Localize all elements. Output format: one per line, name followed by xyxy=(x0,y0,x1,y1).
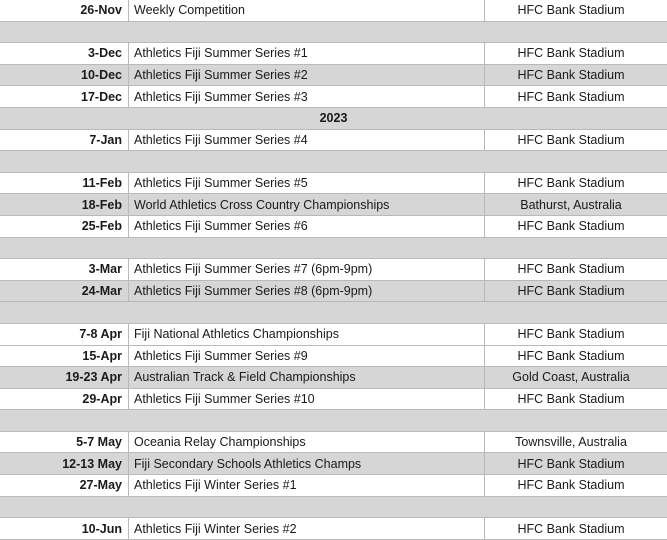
event-date: 3-Mar xyxy=(88,262,122,277)
table-row xyxy=(0,194,667,216)
event-name: Athletics Fiji Summer Series #1 xyxy=(134,46,308,61)
table-row xyxy=(0,65,667,87)
event-venue: HFC Bank Stadium xyxy=(517,456,625,471)
event-venue: HFC Bank Stadium xyxy=(517,521,625,536)
event-venue: Gold Coast, Australia xyxy=(512,370,630,385)
event-venue: HFC Bank Stadium xyxy=(517,46,625,61)
table-row xyxy=(0,453,667,475)
event-name: Athletics Fiji Summer Series #9 xyxy=(134,348,308,363)
event-name: Athletics Fiji Winter Series #2 xyxy=(134,521,297,536)
event-date: 25-Feb xyxy=(81,219,122,234)
event-name: Athletics Fiji Winter Series #1 xyxy=(134,478,297,493)
event-venue: HFC Bank Stadium xyxy=(517,3,625,18)
event-name: Weekly Competition xyxy=(134,3,245,18)
event-venue: HFC Bank Stadium xyxy=(517,89,625,104)
event-name: Fiji National Athletics Championships xyxy=(134,327,339,342)
table-row xyxy=(0,518,667,540)
event-venue: HFC Bank Stadium xyxy=(517,176,625,191)
event-name: Athletics Fiji Summer Series #2 xyxy=(134,68,308,83)
event-date: 3-Dec xyxy=(87,46,122,61)
event-name: Athletics Fiji Summer Series #3 xyxy=(134,89,308,104)
event-name: Fiji Secondary Schools Athletics Champs xyxy=(134,456,362,471)
table-row xyxy=(0,216,667,238)
event-name: Athletics Fiji Summer Series #6 xyxy=(134,219,308,234)
event-venue: HFC Bank Stadium xyxy=(517,132,625,147)
event-date: 12-13 May xyxy=(62,456,122,471)
spacer-row xyxy=(0,22,667,44)
spacer-row xyxy=(0,497,667,519)
event-name: World Athletics Cross Country Championships xyxy=(134,197,390,212)
table-row xyxy=(0,367,667,389)
event-date: 17-Dec xyxy=(81,89,122,104)
event-name: Australian Track & Field Championships xyxy=(134,370,356,385)
event-venue: HFC Bank Stadium xyxy=(517,219,625,234)
event-name: Oceania Relay Championships xyxy=(134,435,306,450)
event-date: 10-Jun xyxy=(81,521,122,536)
event-date: 26-Nov xyxy=(80,3,122,18)
event-name: Athletics Fiji Summer Series #8 (6pm-9pm) xyxy=(134,284,373,299)
event-date: 18-Feb xyxy=(81,197,122,212)
event-date: 29-Apr xyxy=(82,391,122,406)
spacer-row xyxy=(0,151,667,173)
event-venue: HFC Bank Stadium xyxy=(517,391,625,406)
event-date: 10-Dec xyxy=(81,68,122,83)
event-name: Athletics Fiji Summer Series #7 (6pm-9pm) xyxy=(134,262,373,277)
table-row xyxy=(0,324,667,346)
event-venue: HFC Bank Stadium xyxy=(517,262,625,277)
table-row xyxy=(0,43,667,65)
event-venue: HFC Bank Stadium xyxy=(517,68,625,83)
event-venue: HFC Bank Stadium xyxy=(517,284,625,299)
event-date: 24-Mar xyxy=(81,284,122,299)
event-date: 7-Jan xyxy=(89,132,122,147)
table-row xyxy=(0,259,667,281)
year-label: 2023 xyxy=(319,111,348,126)
event-date: 19-23 Apr xyxy=(65,370,122,385)
event-date: 7-8 Apr xyxy=(79,327,122,342)
table-row xyxy=(0,173,667,195)
event-venue: HFC Bank Stadium xyxy=(517,327,625,342)
spacer-row xyxy=(0,302,667,324)
spacer-row xyxy=(0,410,667,432)
event-venue: HFC Bank Stadium xyxy=(517,478,625,493)
table-row xyxy=(0,475,667,497)
table-row xyxy=(0,389,667,411)
event-name: Athletics Fiji Summer Series #4 xyxy=(134,132,308,147)
table-row xyxy=(0,281,667,303)
spacer-row xyxy=(0,238,667,260)
table-row xyxy=(0,346,667,368)
event-venue: Bathurst, Australia xyxy=(520,197,622,212)
event-venue: Townsville, Australia xyxy=(515,435,627,450)
event-date: 5-7 May xyxy=(76,435,122,450)
event-date: 27-May xyxy=(79,478,122,493)
event-date: 15-Apr xyxy=(82,348,122,363)
event-date: 11-Feb xyxy=(82,176,122,191)
event-name: Athletics Fiji Summer Series #5 xyxy=(134,176,308,191)
table-row xyxy=(0,130,667,152)
table-row xyxy=(0,432,667,454)
event-name: Athletics Fiji Summer Series #10 xyxy=(134,391,315,406)
year-header-row xyxy=(0,108,667,130)
table-row xyxy=(0,86,667,108)
event-venue: HFC Bank Stadium xyxy=(517,348,625,363)
table-row xyxy=(0,0,667,22)
